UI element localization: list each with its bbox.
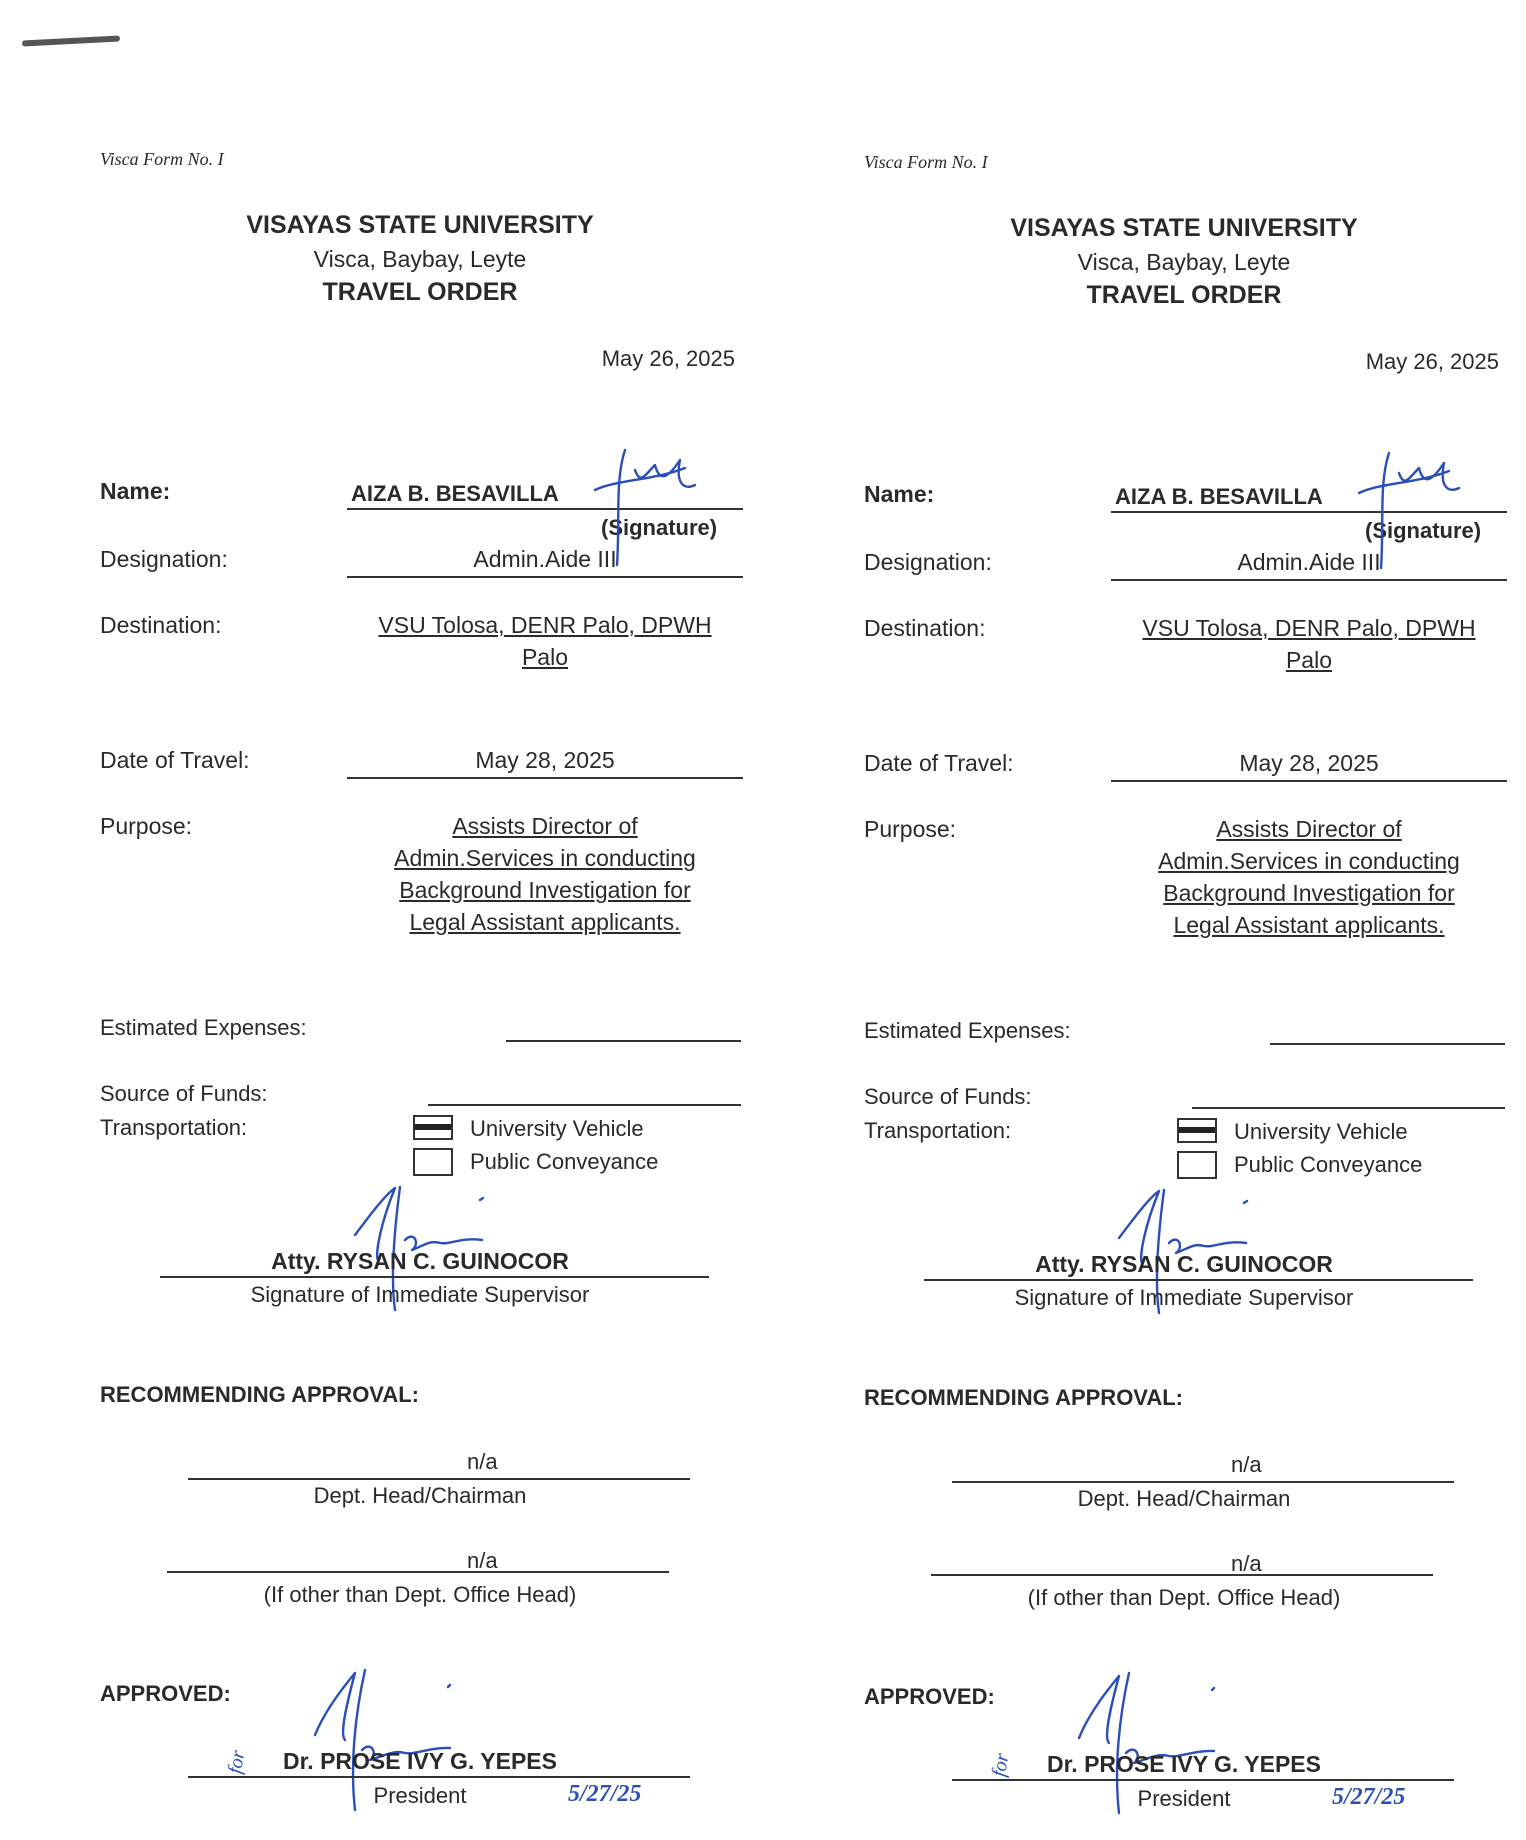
- dept-head-caption: Dept. Head/Chairman: [1077, 1486, 1291, 1511]
- public-conveyance-label: Public Conveyance: [470, 1149, 659, 1174]
- destination-line-1: VSU Tolosa, DENR Palo, DPWH: [378, 612, 712, 638]
- destination-line-2: Palo: [521, 644, 569, 670]
- designation-line: [347, 576, 743, 578]
- name-label: Name:: [100, 478, 171, 504]
- order-date: May 26, 2025: [1365, 349, 1499, 374]
- handwritten-for: for: [987, 1751, 1014, 1779]
- expenses-label: Estimated Expenses:: [864, 1018, 1071, 1043]
- university-vehicle-checkbox[interactable]: [413, 1115, 453, 1140]
- name-label: Name:: [864, 481, 935, 507]
- supervisor-line: [924, 1279, 1473, 1281]
- name-value: AIZA B. BESAVILLA: [1115, 484, 1323, 509]
- public-conveyance-checkbox[interactable]: [413, 1148, 453, 1176]
- travel-date-label: Date of Travel:: [100, 747, 250, 773]
- public-conveyance-checkbox[interactable]: [1177, 1151, 1217, 1179]
- name-value: AIZA B. BESAVILLA: [351, 481, 559, 506]
- dept-head-value: n/a: [1231, 1452, 1262, 1477]
- recommending-approval-label: RECOMMENDING APPROVAL:: [100, 1382, 419, 1407]
- document-title: TRAVEL ORDER: [1086, 281, 1282, 309]
- signature-caption: (Signature): [601, 515, 718, 540]
- funds-line: [428, 1104, 741, 1106]
- purpose-line-1: Assists Director of: [452, 813, 638, 839]
- destination-line-1: VSU Tolosa, DENR Palo, DPWH: [1142, 615, 1476, 641]
- university-vehicle-label: University Vehicle: [1234, 1119, 1408, 1144]
- president-caption: President: [373, 1783, 467, 1808]
- university-name: VISAYAS STATE UNIVERSITY: [1010, 214, 1358, 242]
- dept-head-caption: Dept. Head/Chairman: [313, 1483, 527, 1508]
- purpose-line-1: Assists Director of: [1216, 816, 1402, 842]
- destination-line-2: Palo: [1285, 647, 1333, 673]
- recommending-approval-label: RECOMMENDING APPROVAL:: [864, 1385, 1183, 1410]
- expenses-line: [1270, 1043, 1505, 1045]
- handwritten-date: 5/27/25: [568, 1781, 642, 1807]
- designation-label: Designation:: [100, 546, 228, 572]
- public-conveyance-label: Public Conveyance: [1234, 1152, 1423, 1177]
- president-name: Dr. PROSE IVY G. YEPES: [1047, 1751, 1321, 1777]
- funds-label: Source of Funds:: [100, 1081, 268, 1106]
- travel-date-line: [1111, 780, 1507, 782]
- university-vehicle-label: University Vehicle: [470, 1116, 644, 1141]
- transportation-label: Transportation:: [864, 1118, 1012, 1143]
- travel-date-value: May 28, 2025: [475, 747, 615, 773]
- travel-date-value: May 28, 2025: [1239, 750, 1379, 776]
- president-caption: President: [1137, 1786, 1231, 1811]
- designation-value: Admin.Aide III: [473, 546, 617, 572]
- university-address: Visca, Baybay, Leyte: [313, 246, 527, 272]
- supervisor-caption: Signature of Immediate Supervisor: [250, 1282, 590, 1307]
- purpose-line-2: Admin.Services in conducting: [394, 845, 696, 871]
- order-date: May 26, 2025: [601, 346, 735, 371]
- travel-order-copy-right: [764, 3, 1526, 1840]
- travel-date-line: [347, 777, 743, 779]
- destination-label: Destination:: [864, 615, 986, 641]
- destination-label: Destination:: [100, 612, 222, 638]
- transportation-label: Transportation:: [100, 1115, 248, 1140]
- form-number: Visca Form No. I: [100, 149, 224, 169]
- purpose-line-4: Legal Assistant applicants.: [1173, 912, 1445, 938]
- approved-label: APPROVED:: [100, 1681, 231, 1706]
- president-line: [188, 1776, 690, 1778]
- supervisor-name: Atty. RYSAN C. GUINOCOR: [1035, 1251, 1333, 1277]
- handwritten-date: 5/27/25: [1332, 1784, 1406, 1810]
- purpose-line-4: Legal Assistant applicants.: [409, 909, 681, 935]
- supervisor-line: [160, 1276, 709, 1278]
- travel-order-copy-left: [0, 0, 763, 1837]
- purpose-line-3: Background Investigation for: [399, 877, 691, 903]
- other-head-value: n/a: [467, 1548, 498, 1573]
- designation-value: Admin.Aide III: [1237, 549, 1381, 575]
- other-head-value: n/a: [1231, 1551, 1262, 1576]
- designation-label: Designation:: [864, 549, 992, 575]
- supervisor-caption: Signature of Immediate Supervisor: [1014, 1285, 1354, 1310]
- supervisor-name: Atty. RYSAN C. GUINOCOR: [271, 1248, 569, 1274]
- purpose-label: Purpose:: [864, 816, 957, 842]
- dept-head-line: [188, 1478, 690, 1480]
- travel-date-label: Date of Travel:: [864, 750, 1014, 776]
- president-name: Dr. PROSE IVY G. YEPES: [283, 1748, 557, 1774]
- purpose-line-2: Admin.Services in conducting: [1158, 848, 1460, 874]
- other-head-caption: (If other than Dept. Office Head): [263, 1582, 577, 1607]
- other-head-line: [167, 1571, 669, 1573]
- purpose-line-3: Background Investigation for: [1163, 880, 1455, 906]
- signature-caption: (Signature): [1365, 518, 1482, 543]
- dept-head-value: n/a: [467, 1449, 498, 1474]
- other-head-line: [931, 1574, 1433, 1576]
- university-address: Visca, Baybay, Leyte: [1077, 249, 1291, 275]
- dept-head-line: [952, 1481, 1454, 1483]
- expenses-label: Estimated Expenses:: [100, 1015, 307, 1040]
- funds-line: [1192, 1107, 1505, 1109]
- approved-label: APPROVED:: [864, 1684, 995, 1709]
- document-title: TRAVEL ORDER: [322, 278, 518, 306]
- expenses-line: [506, 1040, 741, 1042]
- other-head-caption: (If other than Dept. Office Head): [1027, 1585, 1341, 1610]
- university-vehicle-checkbox[interactable]: [1177, 1118, 1217, 1143]
- purpose-label: Purpose:: [100, 813, 193, 839]
- president-line: [952, 1779, 1454, 1781]
- form-number: Visca Form No. I: [864, 152, 988, 172]
- funds-label: Source of Funds:: [864, 1084, 1032, 1109]
- university-name: VISAYAS STATE UNIVERSITY: [246, 211, 594, 239]
- designation-line: [1111, 579, 1507, 581]
- handwritten-for: for: [223, 1748, 250, 1776]
